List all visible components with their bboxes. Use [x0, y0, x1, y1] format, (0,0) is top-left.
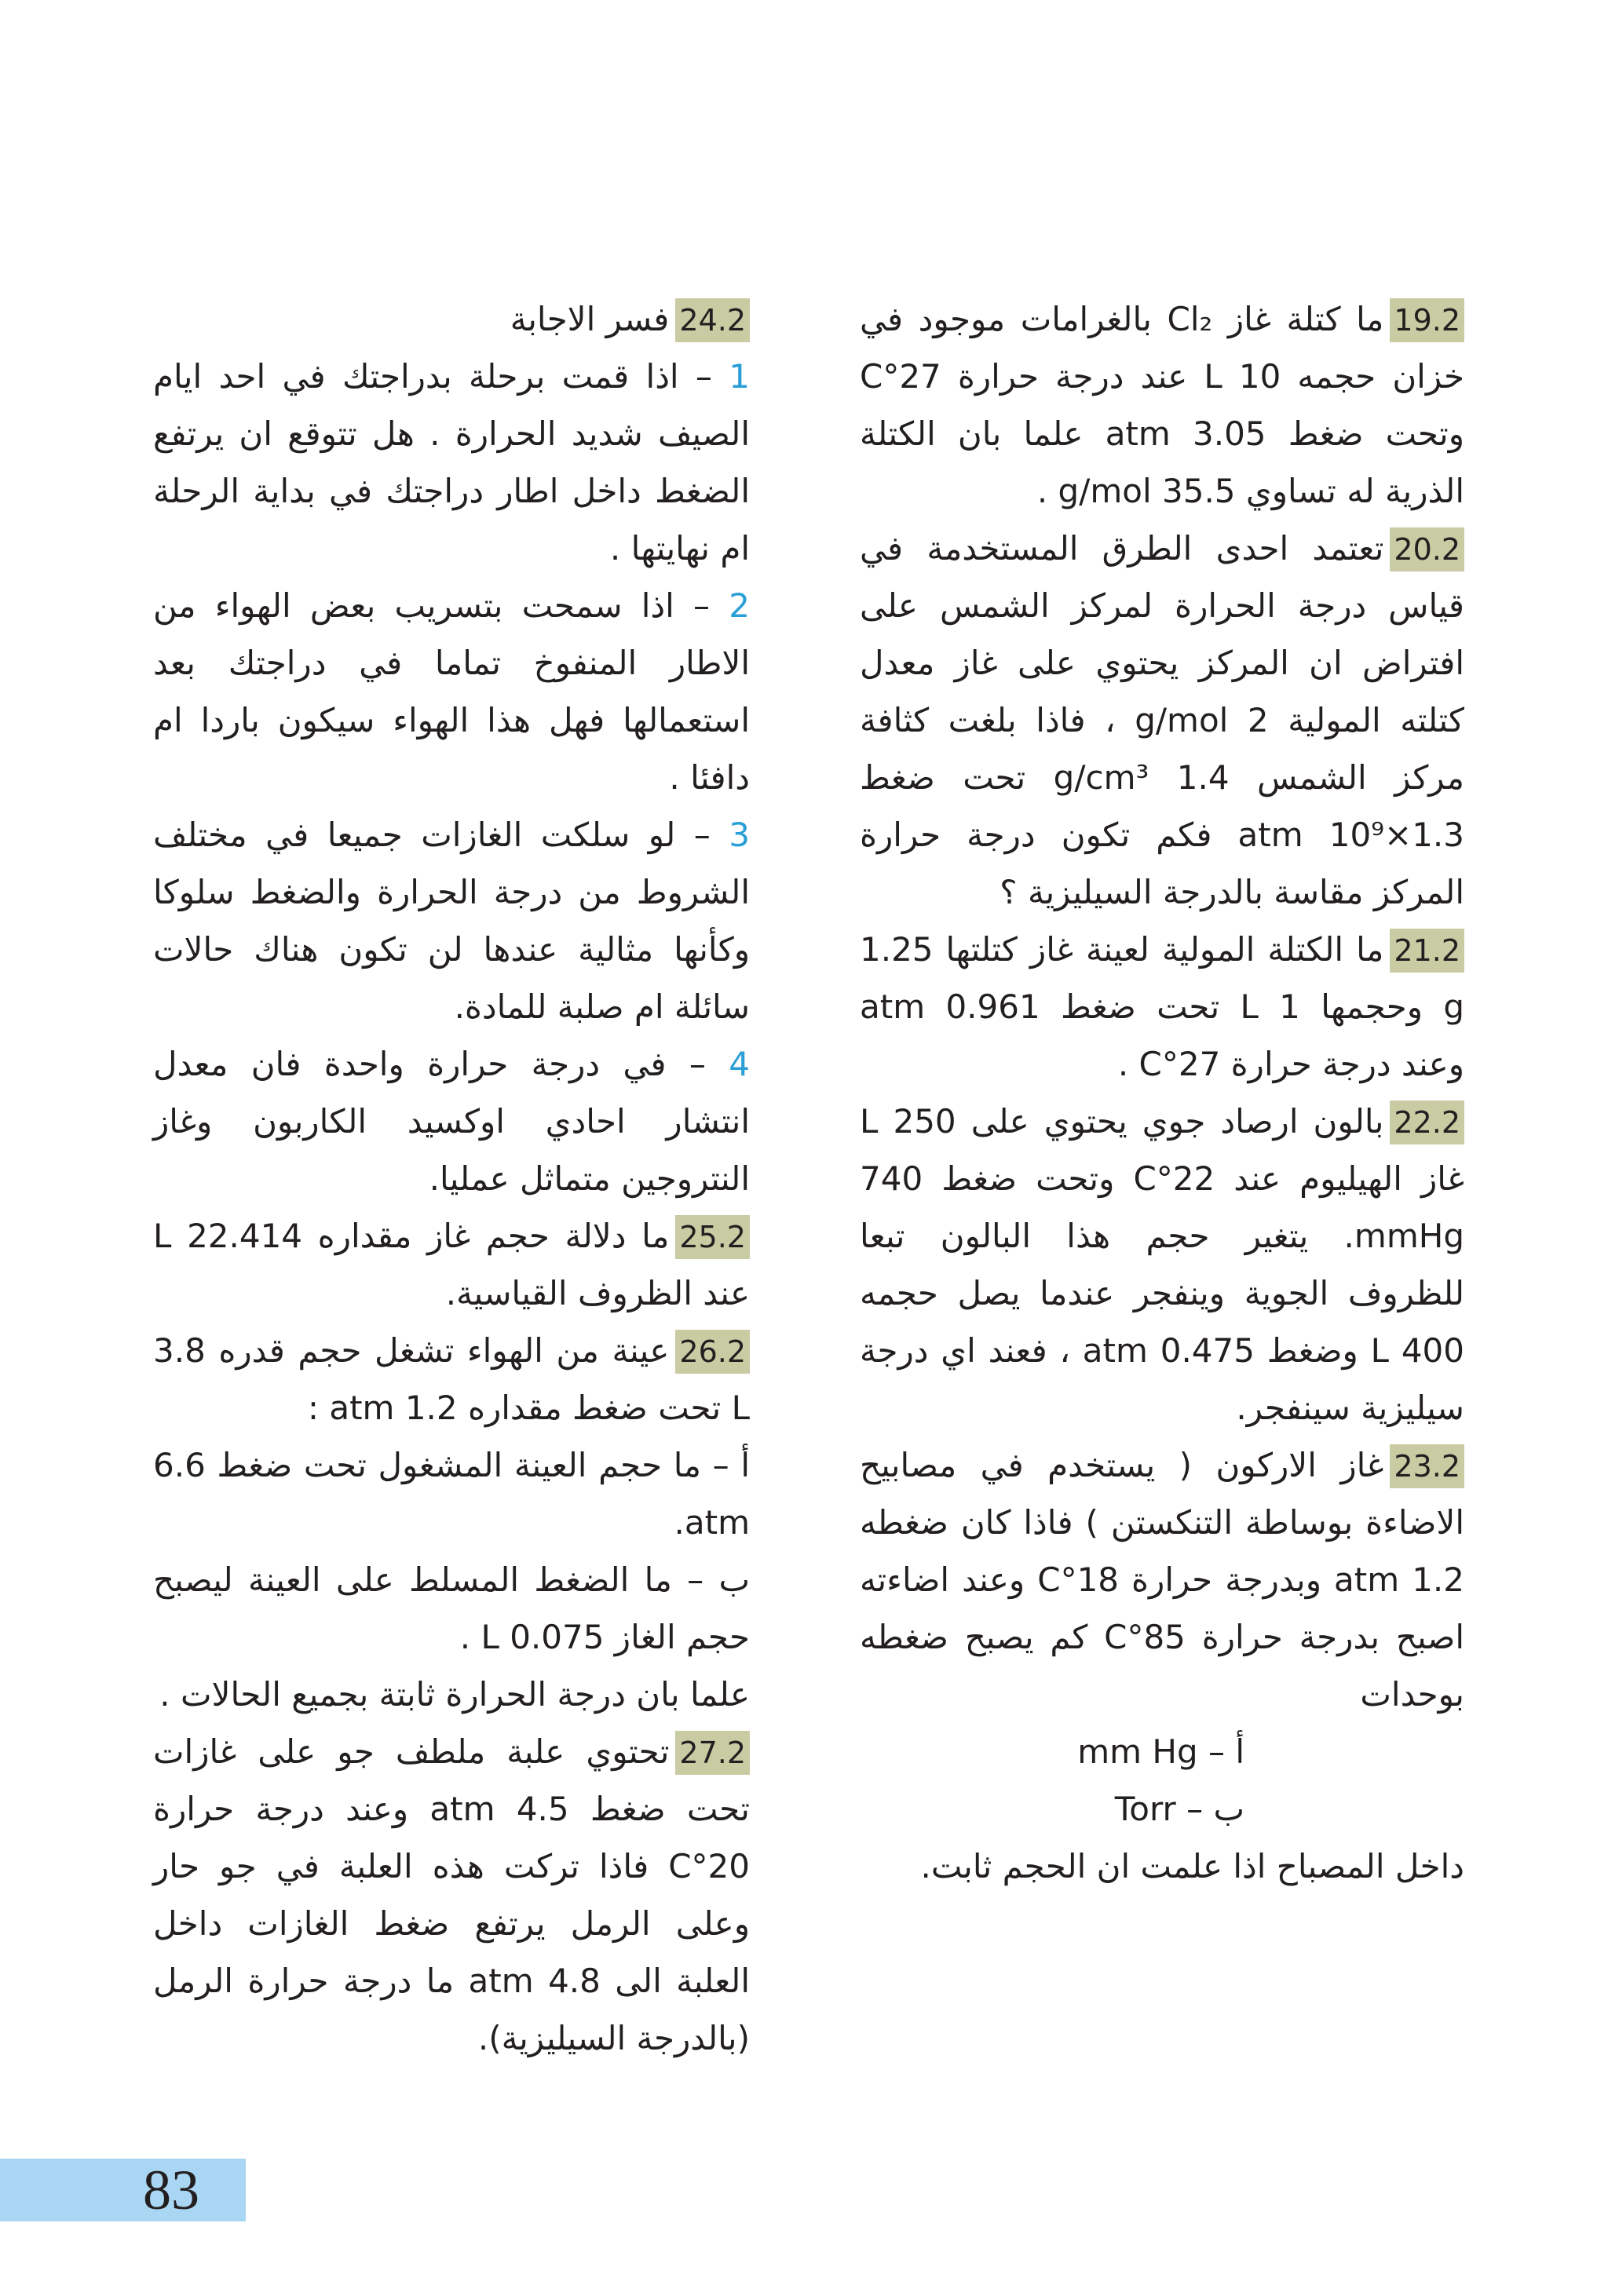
question-number: 26.2: [675, 1330, 750, 1374]
question-number: 21.2: [1390, 929, 1464, 973]
part-text: ب – Torr: [1114, 1790, 1244, 1828]
question-26-2-part-a: [153, 1436, 750, 1551]
sub-number: 3: [729, 816, 750, 854]
item-text: – اذا قمت برحلة بدراجتك في احد ايام الصيف شديد الحرارة . هل تتوقع ان يرتفع الضغط داخل اطار دراجتك في بداية الرحلة ام نهايتها .: [153, 357, 750, 568]
question-text: ما دلالة حجم غاز مقداره 22.414 L عند الظروف القياسية.: [153, 1217, 750, 1312]
question-text: عينة من الهواء تشغل حجم قدره 3.8 L تحت ضغط مقداره 1.2 atm :: [153, 1331, 750, 1427]
question-27-2: [153, 1723, 750, 2067]
right-column: [860, 290, 1464, 1895]
sub-number: 1: [729, 357, 750, 396]
question-24-2-item-1: [153, 348, 750, 577]
page-number-box: [0, 2159, 246, 2221]
part-text: ب – ما الضغط المسلط على العينة ليصبح حجم الغاز 0.075 L .: [153, 1560, 750, 1656]
note-text: علما بان درجة الحرارة ثابتة بجميع الحالات .: [159, 1675, 750, 1714]
question-19-2: [860, 290, 1464, 520]
question-24-2: [153, 290, 750, 348]
item-text: – اذا سمحت بتسريب بعض الهواء من الاطار المنفوخ تماما في دراجتك بعد استعمالها فهل هذا الهواء سيكون باردا ام دافئا .: [153, 586, 750, 797]
page-number: 83: [143, 2159, 199, 2221]
part-text: أ – ما حجم العينة المشغول تحت ضغط 6.6 atm.: [153, 1446, 750, 1542]
question-25-2: [153, 1207, 750, 1322]
question-20-2: [860, 520, 1464, 921]
question-text: فسر الاجابة: [510, 300, 670, 338]
sub-number: 4: [729, 1045, 750, 1083]
question-number: 24.2: [675, 298, 750, 342]
question-23-2-part-a: [860, 1723, 1464, 1780]
question-26-2: [153, 1322, 750, 1436]
question-number: 20.2: [1390, 527, 1464, 571]
question-number: 22.2: [1390, 1101, 1464, 1144]
question-text: داخل المصباح اذا علمت ان الحجم ثابت.: [920, 1847, 1464, 1885]
question-21-2: [860, 921, 1464, 1093]
question-text: تعتمد احدى الطرق المستخدمة في قياس درجة الحرارة لمركز الشمس على افتراض ان المركز يحتوي على غاز معدل كتلته المولية 2 g/mol ، فاذا بلغت كثافة مركز الشمس 1.4 g/cm³ تحت ضغط 1.3×10⁹ atm فكم تكون درجة حرارة المركز مقاسة بالدرجة السيليزية ؟: [860, 529, 1464, 911]
question-26-2-part-b: [153, 1551, 750, 1666]
question-number: 25.2: [675, 1215, 750, 1259]
question-number: 23.2: [1390, 1444, 1464, 1488]
question-23-2-part-b: [860, 1780, 1464, 1838]
question-number: 19.2: [1390, 298, 1464, 342]
question-text: تحتوي علبة ملطف جو على غازات تحت ضغط 4.5 atm وعند درجة حرارة 20°C فاذا تركت هذه العلبة في جو حار وعلى الرمل يرتفع ضغط الغازات داخل العلبة الى 4.8 atm ما درجة حرارة الرمل (بالدرجة السيليزية).: [153, 1732, 751, 2057]
question-text: بالون ارصاد جوي يحتوي على 250 L غاز الهيليوم عند 22°C وتحت ضغط 740 mmHg. يتغير حجم هذا البالون تبعا للظروف الجوية وينفجر عندما يصل حجمه 400 L وضغط 0.475 atm ، فعند اي درجة سيليزية سينفجر.: [860, 1102, 1464, 1427]
question-22-2: [860, 1093, 1464, 1436]
question-24-2-item-2: [153, 577, 750, 806]
question-text: ما الكتلة المولية لعينة غاز كتلتها 1.25 g وحجمها 1 L تحت ضغط 0.961 atm وعند درجة حرارة 27°C .: [860, 930, 1464, 1083]
question-text: ما كتلة غاز Cl₂ بالغرامات موجود في خزان حجمه 10 L عند درجة حرارة 27°C وتحت ضغط 3.05 atm علما بان الكتلة الذرية له تساوي 35.5 g/mol .: [860, 300, 1464, 510]
question-23-2-continuation: [860, 1838, 1464, 1895]
item-text: – في درجة حرارة واحدة فان معدل انتشار احادي اوكسيد الكاربون وغاز النتروجين متماثل عمليا.: [153, 1045, 750, 1198]
question-24-2-item-4: [153, 1035, 750, 1207]
question-24-2-item-3: [153, 806, 750, 1035]
item-text: – لو سلكت الغازات جميعا في مختلف الشروط من درجة الحرارة والضغط سلوكا وكأنها مثالية عندها لن تكون هناك حالات سائلة ام صلبة للمادة.: [153, 816, 750, 1026]
part-text: أ – mm Hg: [1077, 1732, 1244, 1771]
left-column: [153, 290, 750, 2067]
question-26-2-note: [153, 1666, 750, 1723]
sub-number: 2: [729, 586, 750, 625]
question-number: 27.2: [675, 1731, 750, 1775]
question-23-2: [860, 1436, 1464, 1723]
question-text: غاز الاركون ( يستخدم في مصابيح الاضاءة بوساطة التنكستن ) فاذا كان ضغطه 1.2 atm وبدرجة حرارة 18°C وعند اضاءته اصبح بدرجة حرارة 85°C كم يصبح ضغطه بوحدات: [860, 1446, 1464, 1714]
